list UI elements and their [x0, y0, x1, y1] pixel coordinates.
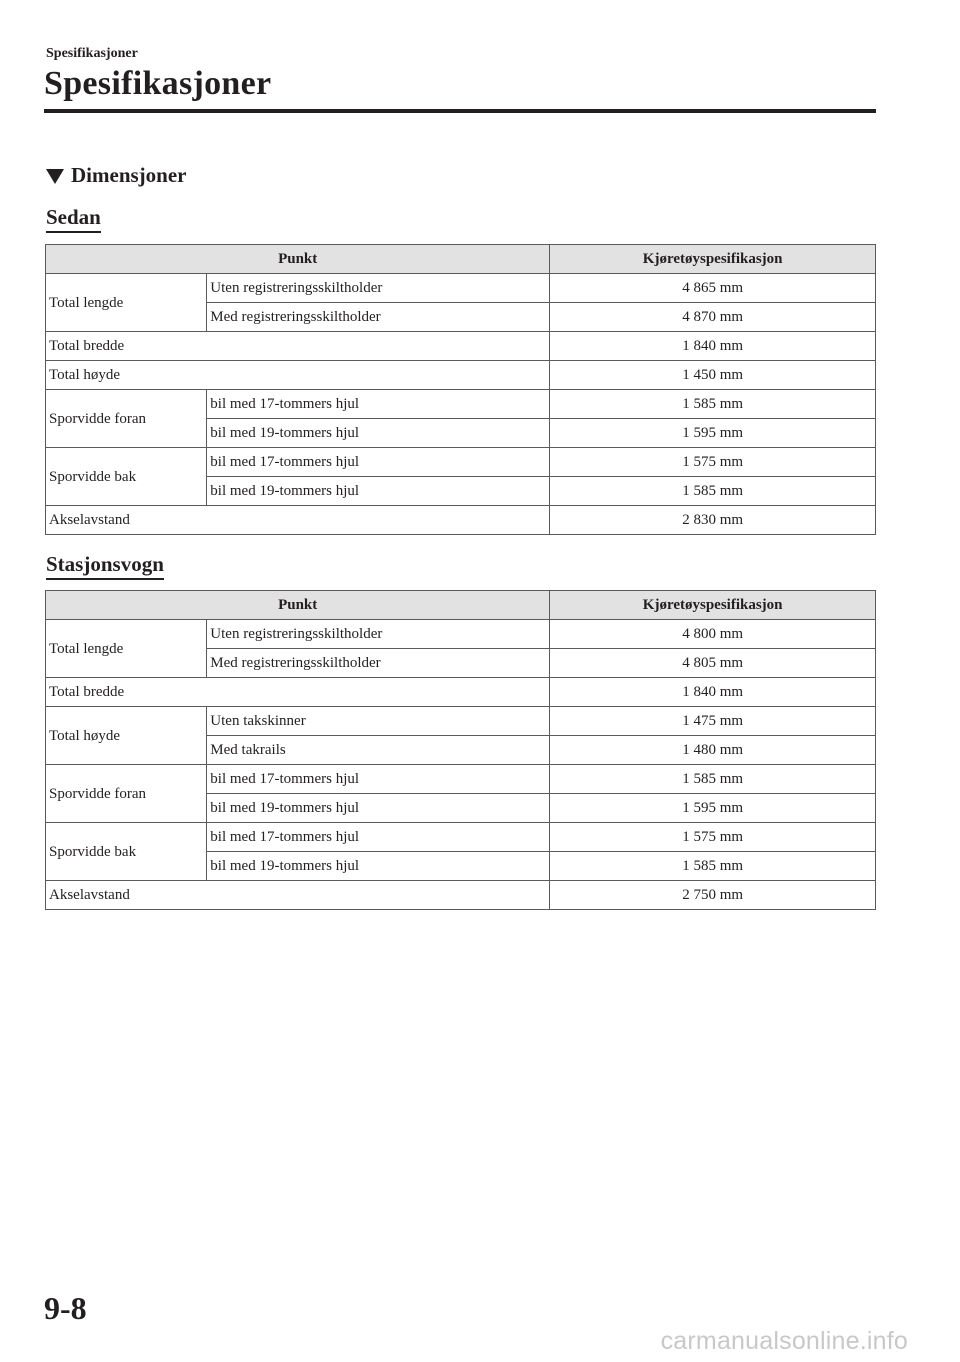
- sedan-heading: Sedan: [46, 204, 101, 233]
- spec-value: 1 450 mm: [550, 361, 876, 390]
- spec-value: 1 575 mm: [550, 448, 876, 477]
- item-label: Sporvidde bak: [46, 823, 207, 881]
- item-label: Total bredde: [46, 332, 550, 361]
- table-row: [46, 448, 876, 477]
- page-number: 9-8: [44, 1290, 87, 1326]
- column-header-item: Punkt: [46, 591, 550, 620]
- spec-value: 1 585 mm: [550, 852, 876, 881]
- sub-item-label: bil med 19-tommers hjul: [207, 794, 550, 823]
- spec-value: 2 830 mm: [550, 506, 876, 535]
- column-header-spec: Kjøretøyspesifikasjon: [550, 591, 876, 620]
- spec-value: 4 865 mm: [550, 274, 876, 303]
- item-label: Sporvidde bak: [46, 448, 207, 506]
- table-row: [46, 332, 876, 361]
- spec-value: 1 480 mm: [550, 736, 876, 765]
- sedan-spec-table: [45, 244, 876, 535]
- spec-value: 1 575 mm: [550, 823, 876, 852]
- spec-value: 1 585 mm: [550, 390, 876, 419]
- triangle-down-icon: [46, 169, 64, 184]
- sub-item-label: bil med 19-tommers hjul: [207, 419, 550, 448]
- item-label: Akselavstand: [46, 881, 550, 910]
- spec-value: 1 585 mm: [550, 477, 876, 506]
- table-row: [46, 707, 876, 736]
- item-label: Total lengde: [46, 620, 207, 678]
- spec-value: 1 585 mm: [550, 765, 876, 794]
- sub-item-label: bil med 19-tommers hjul: [207, 852, 550, 881]
- watermark-link[interactable]: carmanualsonline.info: [660, 1327, 908, 1355]
- table-row: [46, 361, 876, 390]
- page-title: Spesifikasjoner: [44, 65, 272, 102]
- table-header-row: [46, 245, 876, 274]
- section-heading: [46, 162, 186, 188]
- table-row: [46, 823, 876, 852]
- spec-value: 1 595 mm: [550, 419, 876, 448]
- table-row: [46, 620, 876, 649]
- table-row: [46, 506, 876, 535]
- spec-value: 4 805 mm: [550, 649, 876, 678]
- spec-value: 1 840 mm: [550, 332, 876, 361]
- table-row: [46, 390, 876, 419]
- table-row: [46, 881, 876, 910]
- spec-value: 1 595 mm: [550, 794, 876, 823]
- section-heading-label: Dimensjoner: [71, 163, 187, 187]
- table-header-row: [46, 591, 876, 620]
- spec-value: 1 475 mm: [550, 707, 876, 736]
- item-label: Akselavstand: [46, 506, 550, 535]
- running-head: Spesifikasjoner: [46, 46, 138, 61]
- item-label: Sporvidde foran: [46, 765, 207, 823]
- title-rule: [44, 109, 876, 113]
- sub-item-label: Med registreringsskiltholder: [207, 303, 550, 332]
- sub-item-label: bil med 17-tommers hjul: [207, 823, 550, 852]
- table-row: [46, 274, 876, 303]
- sub-item-label: Med registreringsskiltholder: [207, 649, 550, 678]
- item-label: Total lengde: [46, 274, 207, 332]
- spec-value: 2 750 mm: [550, 881, 876, 910]
- sub-item-label: bil med 17-tommers hjul: [207, 390, 550, 419]
- item-label: Total høyde: [46, 707, 207, 765]
- item-label: Total høyde: [46, 361, 550, 390]
- spec-value: 4 870 mm: [550, 303, 876, 332]
- wagon-heading: Stasjonsvogn: [46, 551, 164, 580]
- sub-item-label: bil med 19-tommers hjul: [207, 477, 550, 506]
- column-header-item: Punkt: [46, 245, 550, 274]
- spec-value: 4 800 mm: [550, 620, 876, 649]
- table-row: [46, 765, 876, 794]
- sub-item-label: Med takrails: [207, 736, 550, 765]
- item-label: Sporvidde foran: [46, 390, 207, 448]
- item-label: Total bredde: [46, 678, 550, 707]
- column-header-spec: Kjøretøyspesifikasjon: [550, 245, 876, 274]
- sub-item-label: bil med 17-tommers hjul: [207, 448, 550, 477]
- table-row: [46, 678, 876, 707]
- sub-item-label: bil med 17-tommers hjul: [207, 765, 550, 794]
- wagon-spec-table: [45, 590, 876, 910]
- sub-item-label: Uten registreringsskiltholder: [207, 620, 550, 649]
- spec-value: 1 840 mm: [550, 678, 876, 707]
- sub-item-label: Uten takskinner: [207, 707, 550, 736]
- sub-item-label: Uten registreringsskiltholder: [207, 274, 550, 303]
